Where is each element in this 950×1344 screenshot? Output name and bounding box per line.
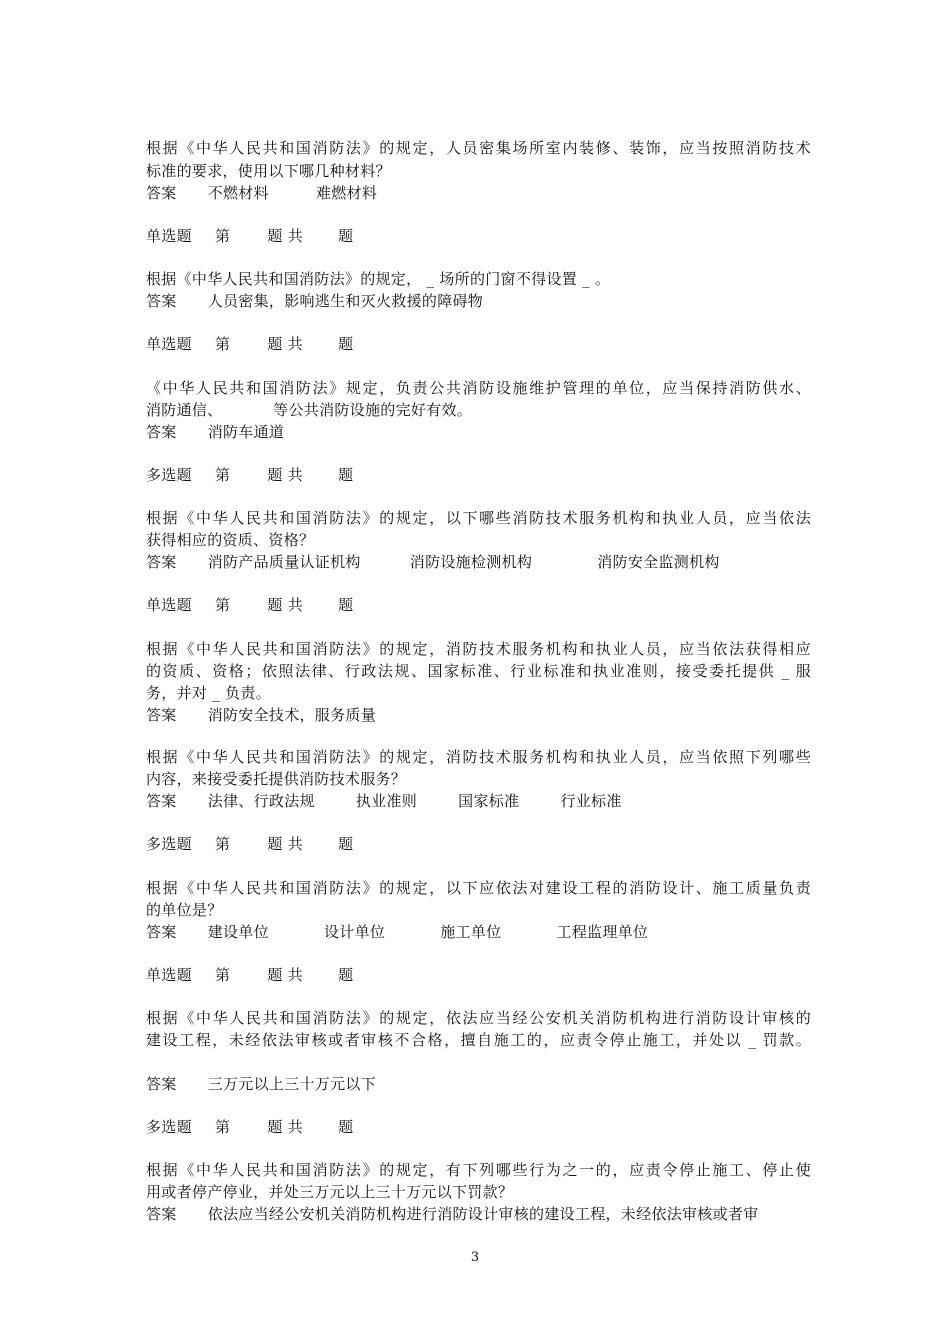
question-total-suffix: 题	[338, 227, 354, 245]
question-type: 单选题	[146, 596, 192, 614]
answer-option: 执业准则	[355, 792, 418, 810]
question-total-label: 题 共	[267, 227, 304, 245]
answer-option: 消防安全监测机构	[597, 553, 720, 571]
answer-label: 答案	[146, 553, 177, 571]
answer-option: 建设单位	[207, 923, 269, 941]
answer-option: 法律、行政法规	[207, 792, 315, 810]
question-text: 根据《中华人民共和国消防法》的规定，以下哪些消防技术服务机构和执业人员，应当依法	[146, 509, 811, 527]
answer-option: 消防产品质量认证机构	[207, 553, 361, 571]
question-total-label: 题 共	[267, 466, 304, 484]
question-index-label: 第	[214, 466, 231, 484]
question-type: 单选题	[146, 966, 192, 984]
question-text: 根据《中华人民共和国消防法》的规定，消防技术服务机构和执业人员，应当依法获得相应	[146, 640, 811, 658]
question-total-suffix: 题	[338, 335, 354, 353]
question-text: 根据《中华人民共和国消防法》的规定，以下应依法对建设工程的消防设计、施工质量负责	[146, 879, 811, 897]
question-text: 获得相应的资质、资格？	[146, 531, 315, 549]
answer-option: 施工单位	[440, 923, 502, 941]
question-text: 务，并对 _ 负责。	[146, 684, 272, 702]
question-total-label: 题 共	[267, 335, 304, 353]
answer-option: 依法应当经公安机关消防机构进行消防设计审核的建设工程，未经依法审核或者审	[207, 1205, 759, 1223]
question-text: 的资质、资格；依照法律、行政法规、国家标准、行业标准和执业准则，接受委托提供 _ 服	[146, 662, 811, 680]
question-text: 根据《中华人民共和国消防法》的规定，依法应当经公安机关消防机构进行消防设计审核的	[146, 1009, 811, 1027]
question-type: 多选题	[146, 466, 192, 484]
answer-option: 人员密集，影响逃生和灭火救援的障碍物	[207, 292, 484, 310]
page-number: 3	[470, 1250, 480, 1265]
question-total-suffix: 题	[338, 966, 354, 984]
question-text: 《中华人民共和国消防法》规定，负责公共消防设施维护管理的单位，应当保持消防供水、	[146, 379, 811, 397]
answer-option: 不燃材料	[207, 184, 269, 202]
answer-line	[146, 921, 811, 943]
answer-option: 行业标准	[560, 792, 622, 810]
question-total-suffix: 题	[338, 466, 354, 484]
question-index-label: 第	[214, 335, 231, 353]
answer-option: 消防车通道	[207, 423, 285, 441]
answer-line	[146, 1203, 811, 1225]
answer-option: 消防安全技术，服务质量	[207, 706, 376, 724]
question-type: 多选题	[146, 835, 192, 853]
question-header	[146, 1116, 811, 1138]
answer-line	[146, 182, 811, 204]
question-header	[146, 594, 811, 616]
question-text: 建设工程，未经依法审核或者审核不合格，擅自施工的，应责令停止施工，并处以 _ 罚款。	[146, 1031, 811, 1049]
answer-line	[146, 421, 811, 443]
answer-option: 难燃材料	[315, 184, 378, 202]
question-total-label: 题 共	[267, 596, 304, 614]
question-total-suffix: 题	[338, 835, 354, 853]
answer-label: 答案	[146, 292, 177, 310]
question-text: 内容，来接受委托提供消防技术服务？	[146, 770, 407, 788]
answer-label: 答案	[146, 423, 177, 441]
answer-label: 答案	[146, 706, 177, 724]
question-type: 单选题	[146, 227, 192, 245]
question-header	[146, 225, 811, 247]
answer-label: 答案	[146, 1205, 177, 1223]
question-header	[146, 464, 811, 486]
answer-line	[146, 704, 811, 726]
answer-label: 答案	[146, 923, 177, 941]
answer-option: 设计单位	[323, 923, 386, 941]
answer-label: 答案	[146, 184, 177, 202]
question-total-suffix: 题	[338, 596, 354, 614]
question-total-label: 题 共	[267, 835, 304, 853]
answer-option: 工程监理单位	[556, 923, 649, 941]
answer-line	[146, 790, 811, 812]
question-type: 单选题	[146, 335, 192, 353]
answer-line	[146, 1073, 811, 1095]
question-text: 的单位是？	[146, 901, 223, 919]
question-text: 根据《中华人民共和国消防法》的规定， _ 场所的门窗不得设置 _ 。	[146, 270, 611, 288]
question-total-suffix: 题	[338, 1118, 354, 1136]
question-index-label: 第	[214, 835, 231, 853]
question-index-label: 第	[214, 1118, 231, 1136]
question-text: 消防通信、 等公共消防设施的完好有效。	[146, 401, 473, 419]
answer-option: 国家标准	[458, 792, 520, 810]
answer-option: 三万元以上三十万元以下	[207, 1075, 376, 1093]
answer-line	[146, 551, 811, 573]
question-index-label: 第	[214, 966, 231, 984]
question-total-label: 题 共	[267, 1118, 304, 1136]
question-type: 多选题	[146, 1118, 192, 1136]
question-index-label: 第	[214, 227, 231, 245]
question-index-label: 第	[214, 596, 231, 614]
question-text: 根据《中华人民共和国消防法》的规定，消防技术服务机构和执业人员，应当依照下列哪些	[146, 748, 811, 766]
question-header	[146, 833, 811, 855]
answer-option: 消防设施检测机构	[409, 553, 533, 571]
question-header	[146, 964, 811, 986]
question-text: 根据《中华人民共和国消防法》的规定，人员密集场所室内装修、装饰，应当按照消防技术	[146, 139, 811, 157]
question-header	[146, 333, 811, 355]
question-text: 标准的要求，使用以下哪几种材料？	[146, 162, 391, 180]
answer-line	[146, 290, 811, 312]
answer-label: 答案	[146, 1075, 177, 1093]
question-total-label: 题 共	[267, 966, 304, 984]
question-text: 用或者停产停业，并处三万元以上三十万元以下罚款？	[146, 1183, 514, 1201]
answer-label: 答案	[146, 792, 177, 810]
question-text: 根据《中华人民共和国消防法》的规定，有下列哪些行为之一的，应责令停止施工、停止使	[146, 1161, 811, 1179]
